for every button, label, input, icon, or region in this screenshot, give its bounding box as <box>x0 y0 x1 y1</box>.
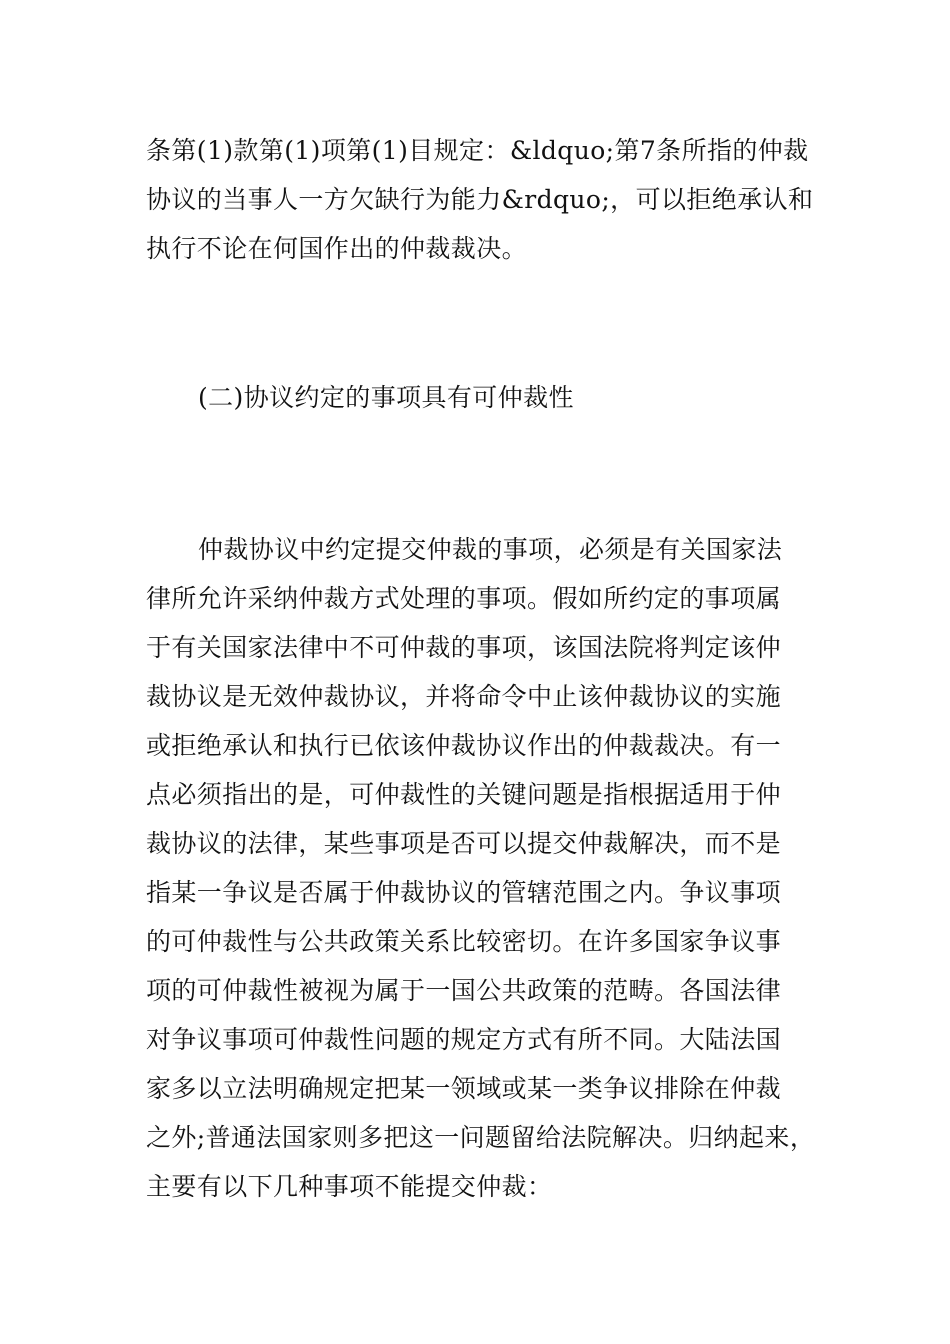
paragraph-line: 或拒绝承认和执行已依该仲裁协议作出的仲裁裁决。有一 <box>146 731 782 760</box>
paragraph-arbitrability <box>146 525 818 1211</box>
paragraph-line: 执行不论在何国作出的仲裁裁决。 <box>146 234 528 263</box>
paragraph-continuation <box>146 126 818 273</box>
paragraph-line: 对争议事项可仲裁性问题的规定方式有所不同。大陆法国 <box>146 1025 782 1054</box>
paragraph-line: 律所允许采纳仲裁方式处理的事项。假如所约定的事项属 <box>146 584 782 613</box>
paragraph-line: 指某一争议是否属于仲裁协议的管辖范围之内。争议事项 <box>146 878 782 907</box>
paragraph-line: 条第(1)款第(1)项第(1)目规定：&ldquo;第7条所指的仲裁 <box>146 136 809 165</box>
section-heading <box>146 373 818 422</box>
paragraph-line: 裁协议是无效仲裁协议，并将命令中止该仲裁协议的实施 <box>146 682 782 711</box>
paragraph-line: 仲裁协议中约定提交仲裁的事项，必须是有关国家法 <box>198 535 783 564</box>
paragraph-line: 点必须指出的是，可仲裁性的关键问题是指根据适用于仲 <box>146 780 782 809</box>
paragraph-line: 协议的当事人一方欠缺行为能力&rdquo;，可以拒绝承认和 <box>146 185 814 214</box>
paragraph-line: 裁协议的法律，某些事项是否可以提交仲裁解决，而不是 <box>146 829 782 858</box>
paragraph-line: 的可仲裁性与公共政策关系比较密切。在许多国家争议事 <box>146 927 782 956</box>
paragraph-line: 于有关国家法律中不可仲裁的事项，该国法院将判定该仲 <box>146 633 782 662</box>
paragraph-line: 家多以立法明确规定把某一领域或某一类争议排除在仲裁 <box>146 1074 782 1103</box>
section-heading-text: (二)协议约定的事项具有可仲裁性 <box>198 383 574 412</box>
paragraph-line: 项的可仲裁性被视为属于一国公共政策的范畴。各国法律 <box>146 976 782 1005</box>
paragraph-line: 之外;普通法国家则多把这一问题留给法院解决。归纳起来， <box>146 1123 816 1152</box>
paragraph-line: 主要有以下几种事项不能提交仲裁： <box>146 1172 553 1201</box>
